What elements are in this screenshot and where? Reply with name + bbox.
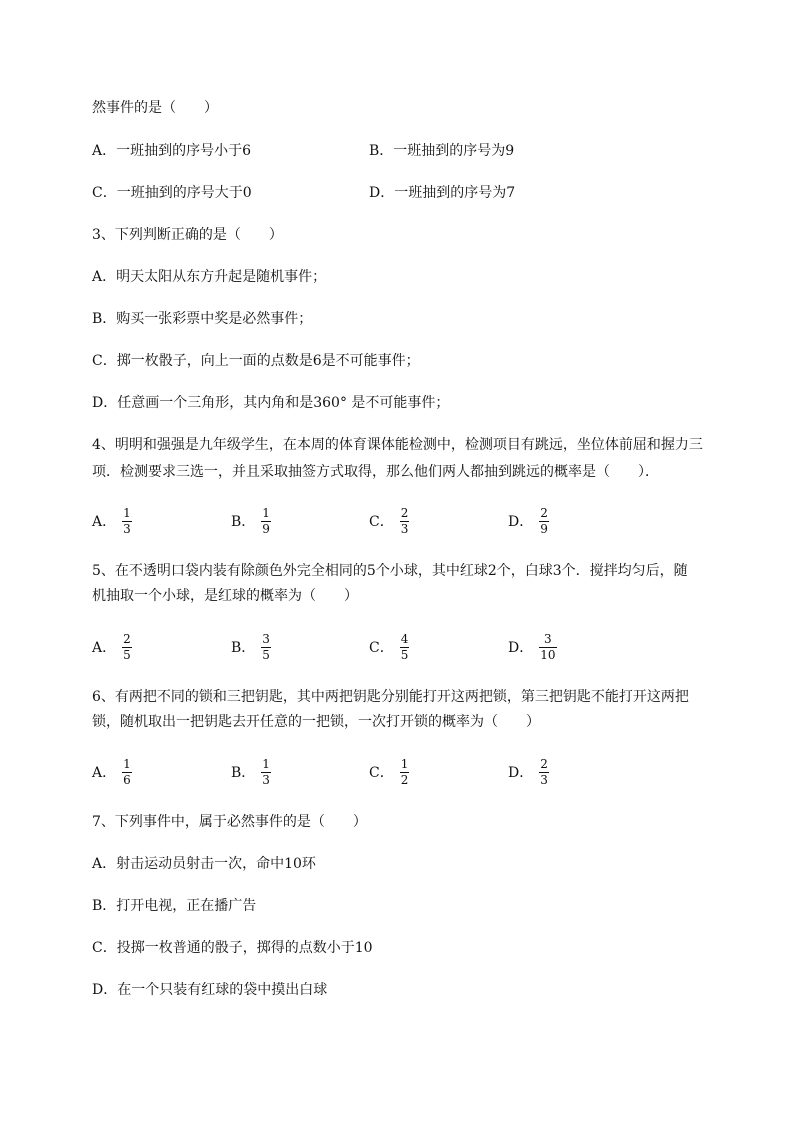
fraction: $\frac{1}{2}$ [400, 756, 409, 787]
q5-stem-line2: 机抽取一个小球，是红球的概率为（ ） [92, 588, 358, 604]
q3-option-a: A．明天太阳从东方升起是随机事件； [92, 269, 327, 285]
q4-option-c: C． $\frac{2}{3}$ [369, 505, 409, 536]
q2-option-c: C．一班抽到的序号大于0 [92, 185, 252, 201]
q6-stem-line1: 6、有两把不同的锁和三把钥匙，其中两把钥匙分别能打开这两把锁，第三把钥匙不能打开这两把 [92, 689, 689, 705]
q4-option-d: D． $\frac{2}{9}$ [508, 505, 548, 536]
fraction: $\frac{2}{5}$ [123, 631, 131, 662]
q2-option-b: B．一班抽到的序号为9 [369, 143, 515, 159]
q4-option-b: B． $\frac{1}{9}$ [231, 505, 270, 536]
q7-option-b: B．打开电视，正在播广告 [92, 898, 257, 914]
q5-option-a: A． $\frac{2}{5}$ [92, 631, 131, 662]
fraction: $\frac{2}{9}$ [540, 505, 548, 536]
q6-stem-line2: 锁，随机取出一把钥匙去开任意的一把锁，一次打开锁的概率为（ ） [92, 714, 540, 730]
q5-option-d: D． $\frac{3}{10}$ [508, 631, 556, 662]
q4-option-a: A． $\frac{1}{3}$ [92, 505, 131, 536]
fraction: $\frac{1}{3}$ [123, 505, 131, 536]
q3-stem: 3、下列判断正确的是（ ） [92, 227, 283, 243]
q2-option-d: D．一班抽到的序号为7 [369, 185, 516, 201]
fraction: $\frac{2}{3}$ [540, 756, 548, 787]
q2-option-a: A．一班抽到的序号小于6 [92, 143, 252, 159]
q7-option-c: C．投掷一枚普通的骰子，掷得的点数小于10 [92, 940, 373, 956]
q5-stem-line1: 5、在不透明口袋内装有除颜色外完全相同的5个小球，其中红球2个，白球3个．搅拌均匀后，随 [92, 563, 688, 579]
q3-option-b: B．购买一张彩票中奖是必然事件； [92, 311, 313, 327]
q7-stem: 7、下列事件中，属于必然事件的是（ ） [92, 814, 367, 830]
fraction: $\frac{4}{5}$ [400, 631, 409, 662]
q3-option-d: D．任意画一个三角形，其内角和是360° 是不可能事件； [92, 395, 450, 411]
q6-option-a: A． $\frac{1}{6}$ [92, 756, 131, 787]
q3-option-c: C．掷一枚骰子，向上一面的点数是6是不可能事件； [92, 353, 420, 369]
q4-stem-line1: 4、明明和强强是九年级学生，在本周的体育课体能检测中，检测项目有跳远，坐位体前屈和握力三 [92, 437, 703, 453]
q5-option-b: B． $\frac{3}{5}$ [231, 631, 270, 662]
fraction: $\frac{3}{5}$ [262, 631, 270, 662]
fraction: $\frac{1}{6}$ [123, 756, 131, 787]
q4-stem-line2: 项．检测要求三选一，并且采取抽签方式取得，那么他们两人都抽到跳远的概率是（ ）． [92, 464, 659, 480]
q6-option-b: B． $\frac{1}{3}$ [231, 756, 270, 787]
fraction: $\frac{1}{3}$ [262, 756, 270, 787]
q6-option-d: D． $\frac{2}{3}$ [508, 756, 548, 787]
fraction: $\frac{3}{10}$ [540, 631, 556, 662]
q6-option-c: C． $\frac{1}{2}$ [369, 756, 409, 787]
q7-option-a: A．射击运动员射击一次，命中10环 [92, 856, 316, 872]
q5-option-c: C． $\frac{4}{5}$ [369, 631, 409, 662]
q7-option-d: D．在一个只装有红球的袋中摸出白球 [92, 982, 328, 998]
fraction: $\frac{1}{9}$ [262, 505, 270, 536]
fraction: $\frac{2}{3}$ [400, 505, 409, 536]
q2-stem-tail: 然事件的是（ ） [92, 100, 218, 116]
